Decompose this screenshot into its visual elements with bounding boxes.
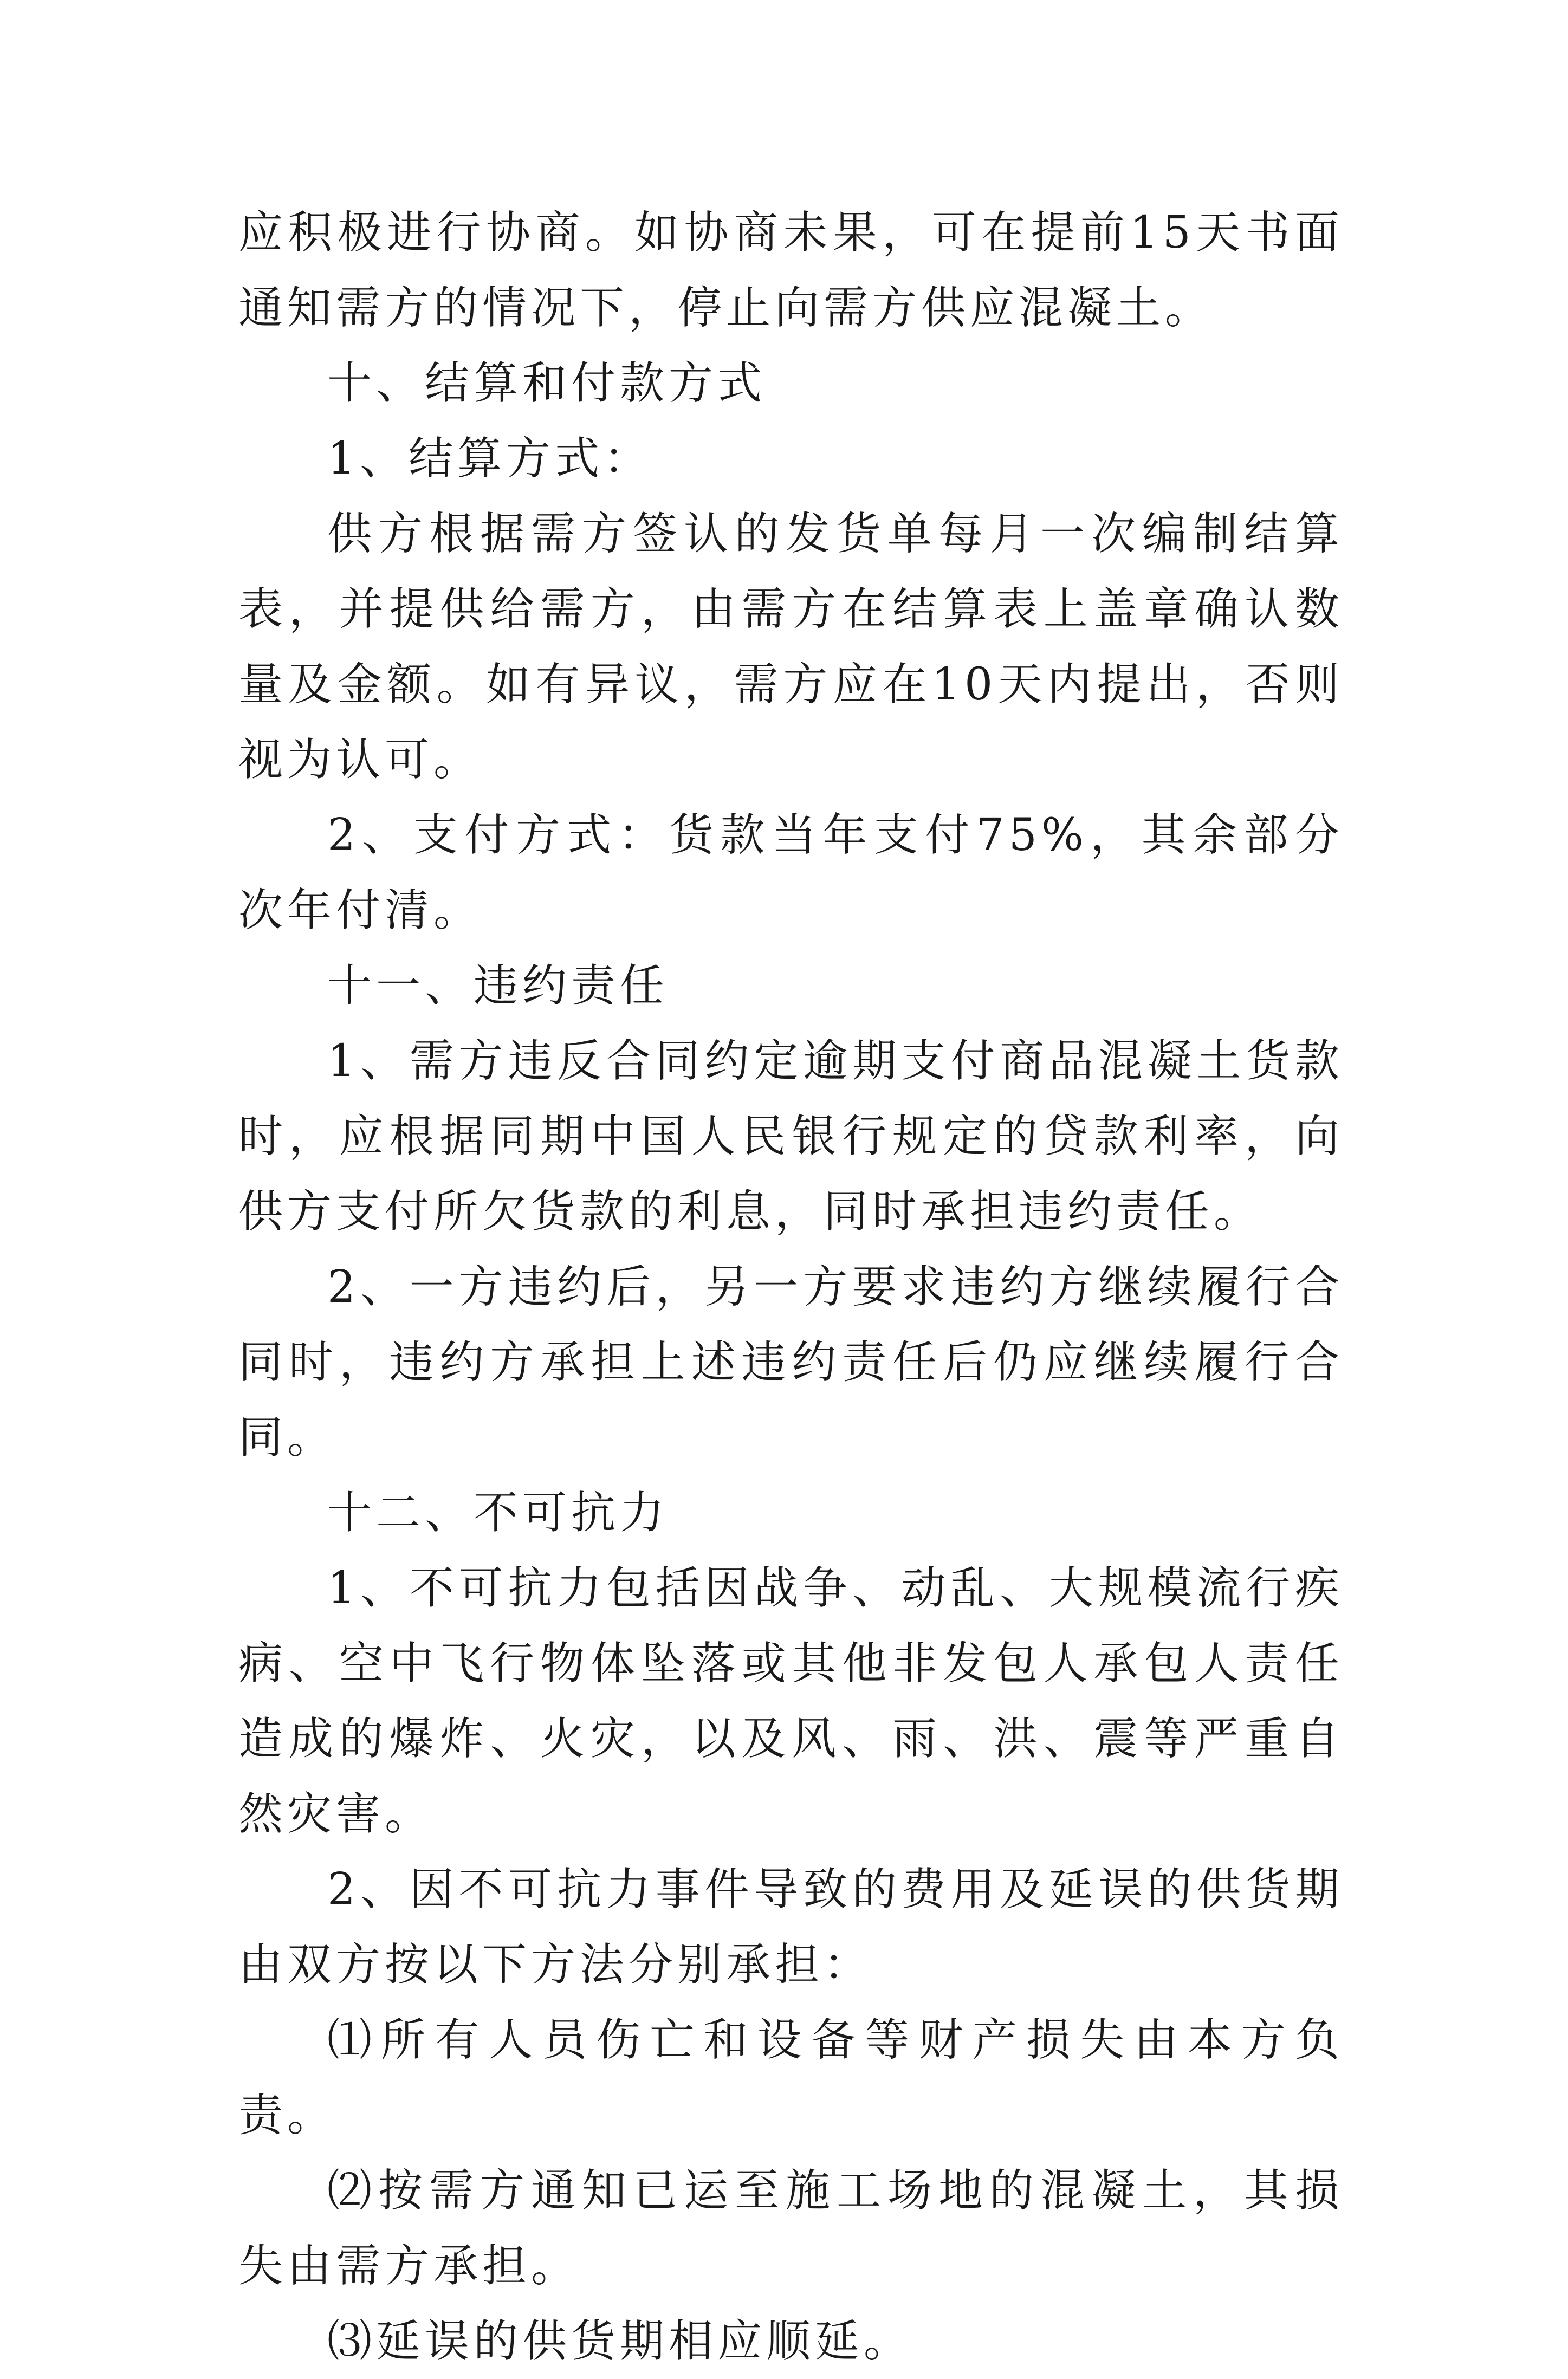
paragraph-settlement-method: 供方根据需方签认的发货单每月一次编制结算表，并提供给需方，由需方在结算表上盖章确认数量及金额。如有异议，需方应在10天内提出，否则视为认可。	[238, 508, 1344, 786]
paragraph-negotiation-continuation: 应积极进行协商。如协商未果，可在提前15天书面通知需方的情况下，停止向需方供应混凝土。	[238, 207, 1344, 334]
list-item-concrete-losses: ⑵按需方通知已运至施工场地的混凝土，其损失由需方承担。	[238, 2165, 1344, 2292]
section-heading-breach-liability: 十一、违约责任	[327, 960, 669, 1012]
paragraph-settlement-method-label: 1、结算方式：	[327, 433, 653, 484]
paragraph-force-majeure-costs: 2、因不可抗力事件导致的费用及延误的供货期由双方按以下方法分别承担：	[238, 1864, 1344, 1991]
list-item-personnel-losses: ⑴所有人员伤亡和设备等财产损失由本方负责。	[238, 2014, 1344, 2141]
paragraph-breach-late-payment: 1、需方违反合同约定逾期支付商品混凝土货款时，应根据同期中国人民银行规定的贷款利率，向供方支付所欠货款的利息，同时承担违约责任。	[238, 1035, 1344, 1237]
section-heading-settlement-payment: 十、结算和付款方式	[327, 358, 767, 409]
section-heading-force-majeure: 十二、不可抗力	[327, 1487, 669, 1539]
paragraph-force-majeure-definition: 1、不可抗力包括因战争、动乱、大规模流行疾病、空中飞行物体坠落或其他非发包人承包人责任造成的爆炸、火灾，以及风、雨、洪、震等严重自然灾害。	[238, 1563, 1344, 1840]
list-item-delay-extension: ⑶延误的供货期相应顺延。	[327, 2316, 913, 2367]
paragraph-breach-continue-performance: 2、一方违约后，另一方要求违约方继续履行合同时，违约方承担上述违约责任后仍应继续履行合同。	[238, 1261, 1344, 1463]
paragraph-payment-method: 2、支付方式：货款当年支付75%，其余部分次年付清。	[238, 809, 1344, 936]
document-body	[238, 195, 1344, 2379]
